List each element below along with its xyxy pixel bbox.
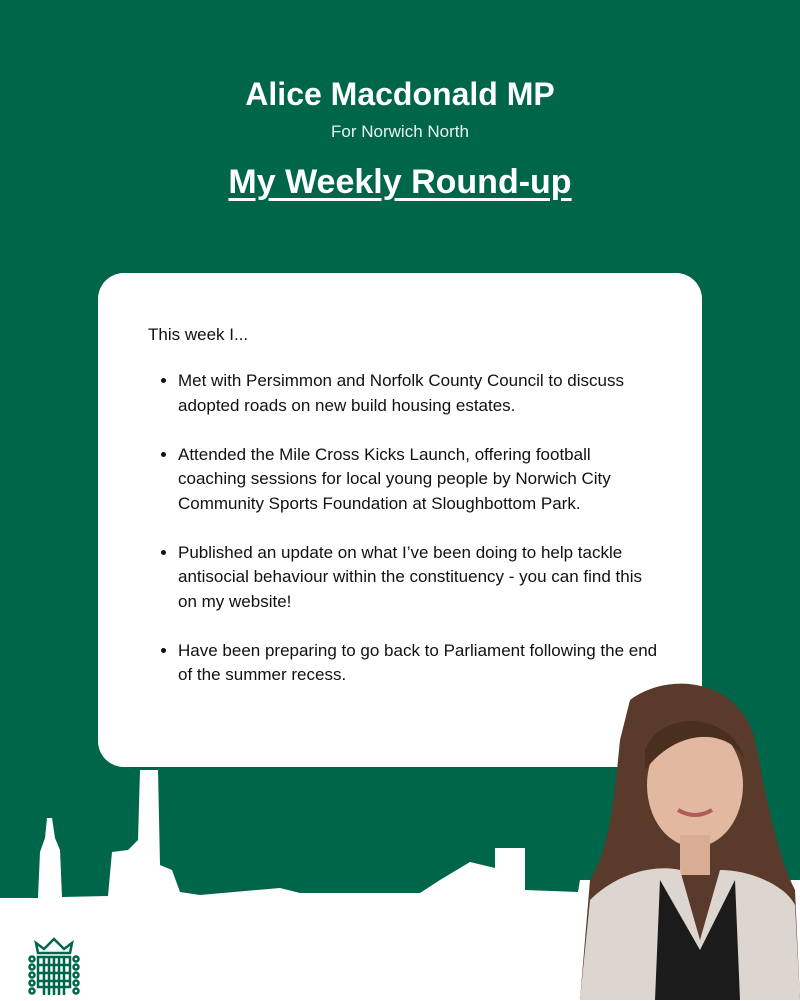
- portcullis-icon: [28, 935, 80, 1001]
- intro-text: This week I...: [148, 325, 249, 344]
- list-item: • Met with Persimmon and Norfolk County Council to discuss adopted roads on new build housing estates.: [178, 369, 658, 418]
- page-heading: My Weekly Round-up: [228, 163, 572, 201]
- list-item: • Have been preparing to go back to Parliament following the end of the summer recess.: [178, 639, 658, 688]
- mp-name: Alice Macdonald MP: [245, 76, 555, 112]
- constituency: For Norwich North: [331, 122, 469, 141]
- list-item: • Attended the Mile Cross Kicks Launch, offering football coaching sessions for local young people by Norwich City Community Sports Foundation at Sloughbottom Park.: [178, 443, 658, 517]
- mp-portrait: [560, 680, 800, 1000]
- bullet-list: [148, 369, 658, 712]
- list-item: • Published an update on what I’ve been doing to help tackle antisocial behaviour within the constituency - you can find this on my website!: [178, 541, 658, 615]
